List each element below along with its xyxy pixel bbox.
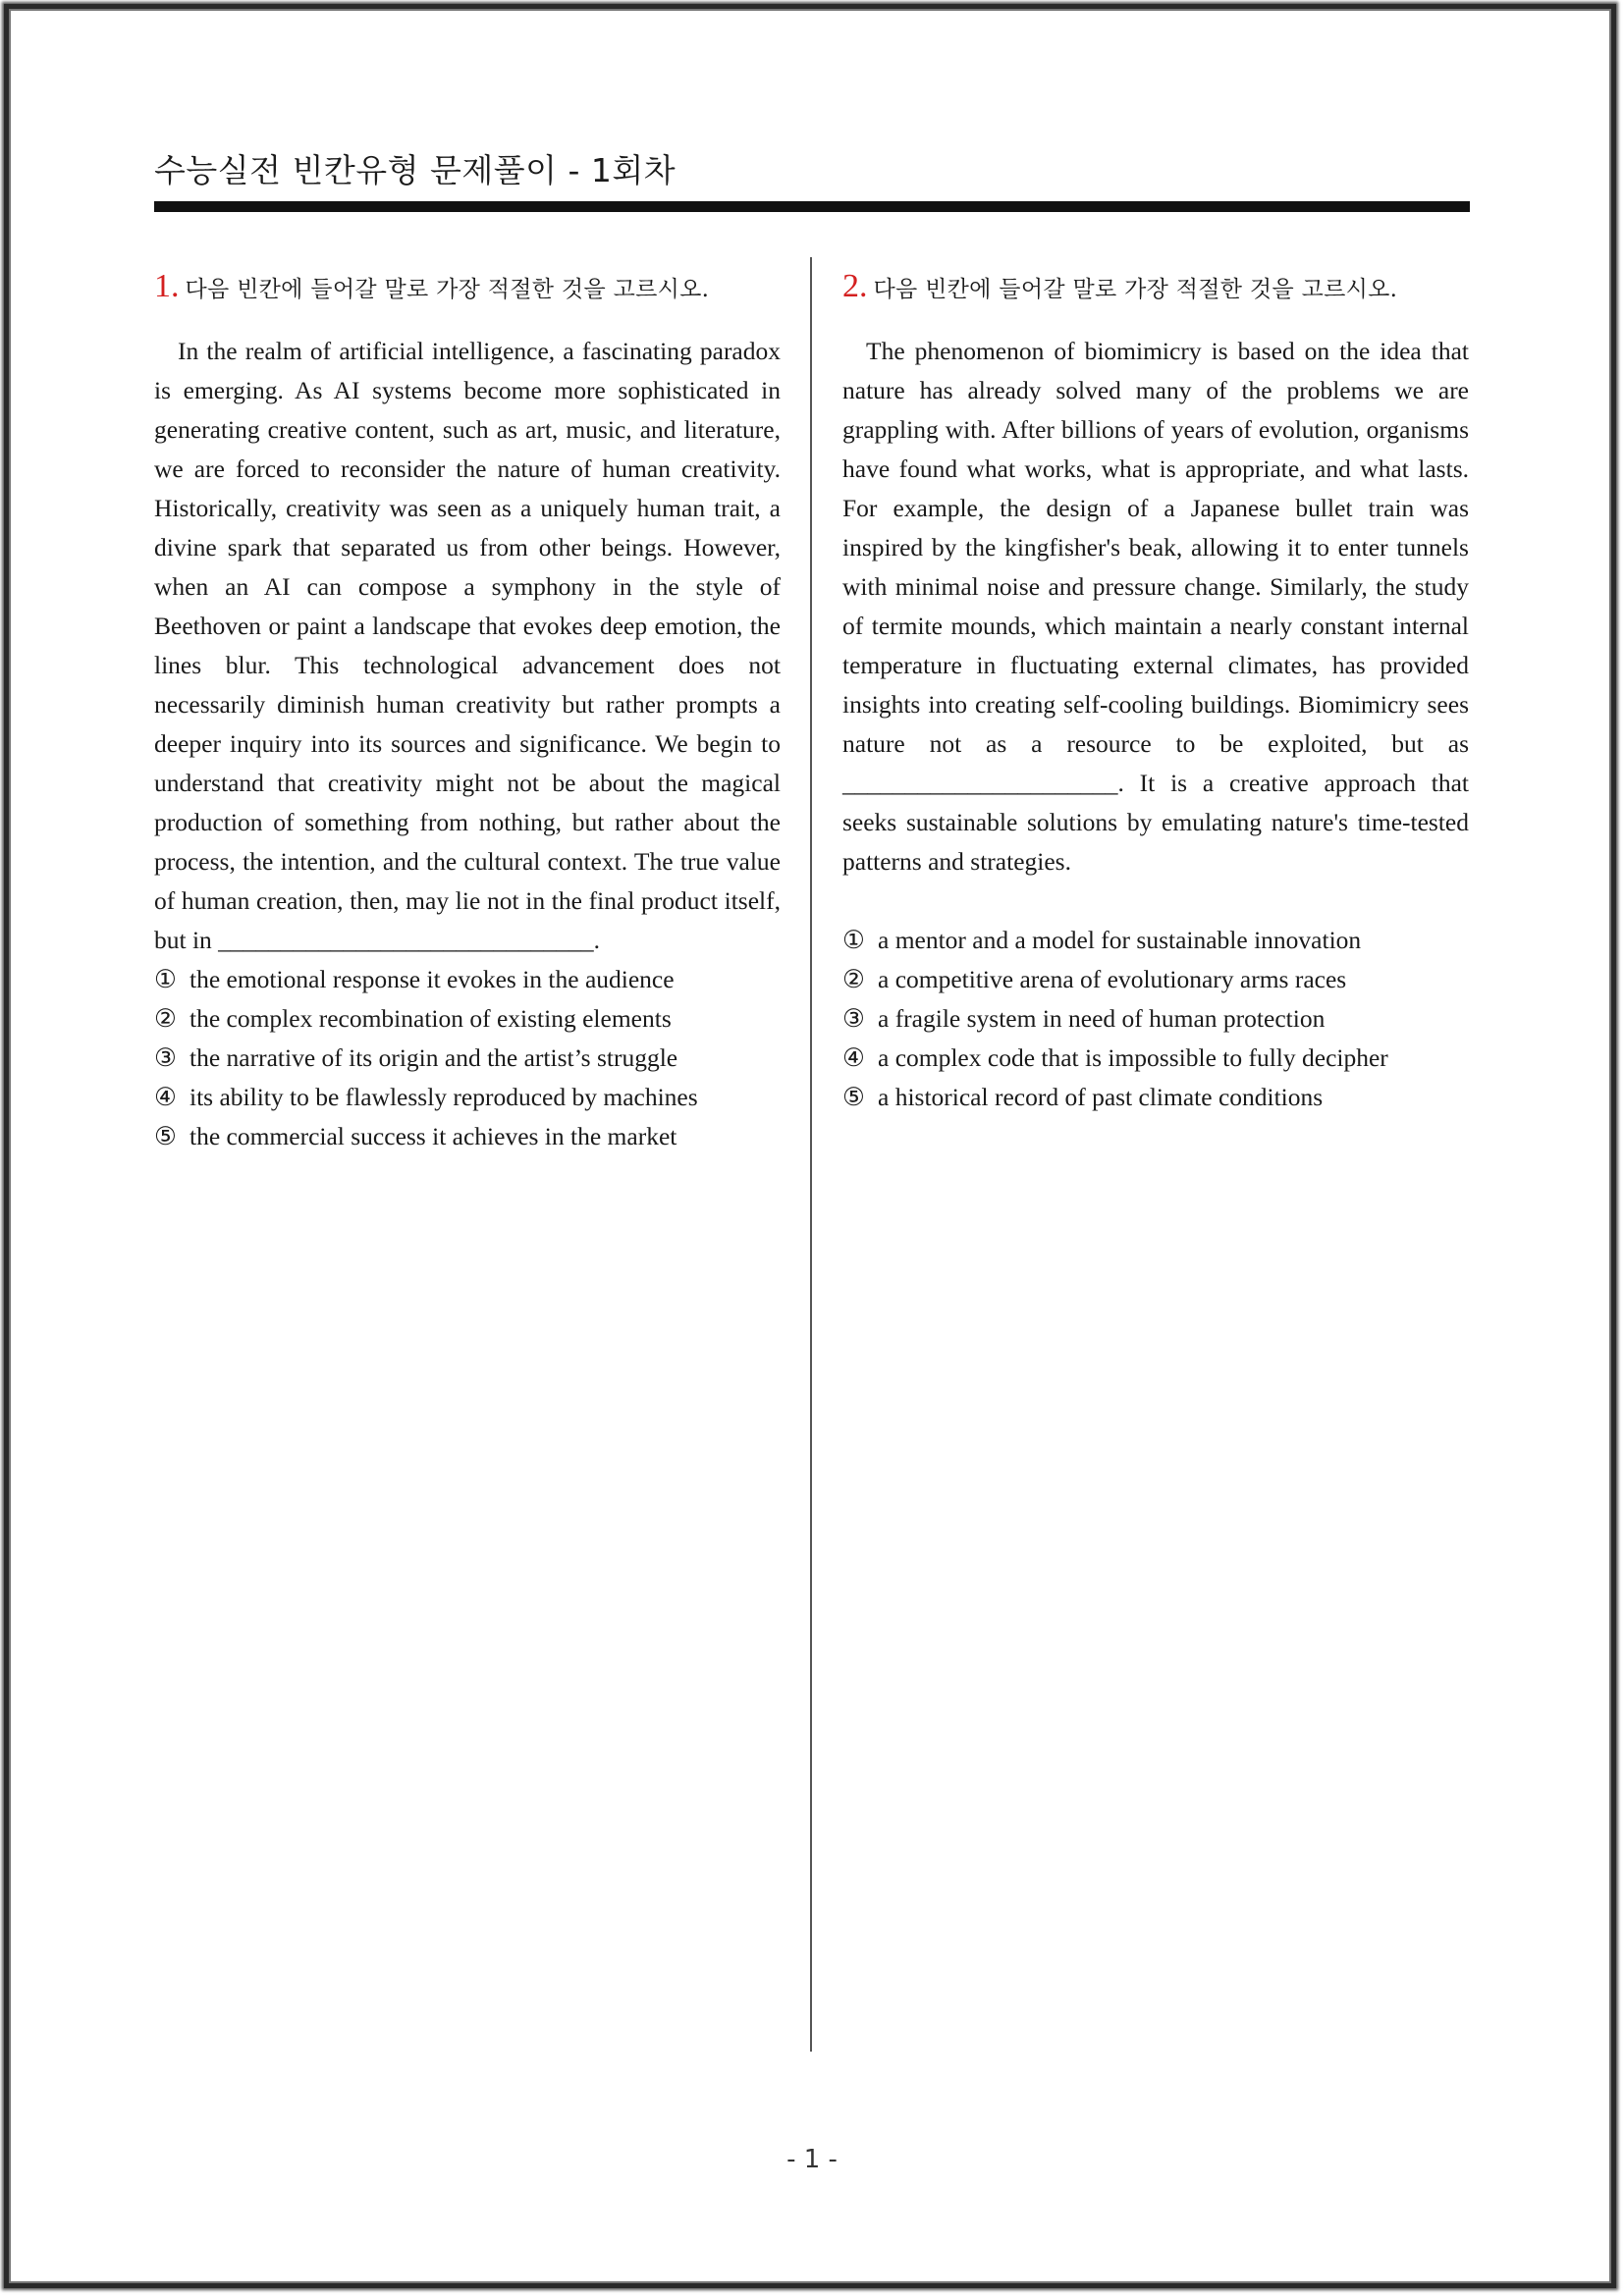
- page-title: 수능실전 빈칸유형 문제풀이 - 1회차: [154, 151, 677, 189]
- question-2-instruction: 다음 빈칸에 들어갈 말로 가장 적절한 것을 고르시오.: [873, 277, 1398, 302]
- choice-mark: ④: [154, 1083, 177, 1111]
- choice-text: its ability to be flawlessly reproduced by machines: [189, 1083, 698, 1111]
- question-2-choice-2[interactable]: [842, 960, 1469, 999]
- choice-text: a fragile system in need of human protection: [878, 1004, 1326, 1033]
- choice-mark: ⑤: [842, 1083, 865, 1111]
- choice-text: a competitive arena of evolutionary arms races: [878, 965, 1347, 993]
- column-divider: [810, 257, 812, 2052]
- choice-text: the commercial success it achieves in the market: [189, 1122, 677, 1150]
- choice-text: a mentor and a model for sustainable innovation: [878, 926, 1362, 954]
- question-1-choice-4[interactable]: [154, 1078, 781, 1117]
- question-2-choice-1[interactable]: [842, 921, 1469, 960]
- choice-mark: ③: [154, 1043, 177, 1072]
- question-1-passage: In the realm of artificial intelligence, a fascinating paradox is emerging. As AI systems become more sophisticated in generating creative content, such as art, music, and literature, we are forced to reconsider the nature of human creativity. Historically, creativity was seen as a uniquely human trait, a divine spark that separated us from other beings. However, when an AI can compose a symphony in the style of Beethoven or paint a landscape that evokes deep emotion, the lines blur. This technological advancement does not necessarily diminish human creativity but rather prompts a deeper inquiry into its sources and significance. We begin to understand that creativity might not be about the magical production of something from nothing, but rather about the process, the intention, and the cultural context. The true value of human creation, then, may lie not in the final product itself, but in ______________________________.: [154, 337, 781, 954]
- choice-mark: ⑤: [154, 1122, 177, 1150]
- choice-text: the narrative of its origin and the artist’s struggle: [189, 1043, 678, 1072]
- question-1-choice-1[interactable]: [154, 960, 781, 999]
- question-2-choice-3[interactable]: [842, 999, 1469, 1039]
- question-2-choice-5[interactable]: [842, 1078, 1469, 1117]
- choice-mark: ①: [154, 965, 177, 993]
- choice-text: a historical record of past climate conditions: [878, 1083, 1324, 1111]
- choice-mark: ①: [842, 926, 865, 954]
- question-2-number: 2.: [842, 268, 868, 304]
- question-1-choices: [154, 960, 781, 1156]
- question-1-choice-3[interactable]: [154, 1039, 781, 1078]
- question-1-choice-2[interactable]: [154, 999, 781, 1039]
- question-1-number: 1.: [154, 268, 180, 304]
- question-1-choice-5[interactable]: [154, 1117, 781, 1156]
- choice-text: a complex code that is impossible to fully decipher: [878, 1043, 1388, 1072]
- title-rule: [154, 201, 1470, 212]
- choice-mark: ④: [842, 1043, 865, 1072]
- choice-mark: ③: [842, 1004, 865, 1033]
- choice-mark: ②: [842, 965, 865, 993]
- choice-text: the emotional response it evokes in the audience: [189, 965, 675, 993]
- question-2: [842, 265, 1469, 1117]
- question-2-choice-4[interactable]: [842, 1039, 1469, 1078]
- choice-mark: ②: [154, 1004, 177, 1033]
- question-1-header: [154, 265, 781, 308]
- page-number: - 1 -: [786, 2145, 838, 2174]
- choice-text: the complex recombination of existing elements: [189, 1004, 672, 1033]
- question-2-choices: [842, 921, 1469, 1117]
- question-2-passage: The phenomenon of biomimicry is based on the idea that nature has already solved many of the problems we are grappling with. After billions of years of evolution, organisms have found what works, what is appropriate, and what lasts. For example, the design of a Japanese bullet train was inspired by the kingfisher's beak, allowing it to enter tunnels with minimal noise and pressure change. Similarly, the study of termite mounds, which maintain a nearly constant internal temperature in fluctuating external climates, has provided insights into creating self-cooling buildings. Biomimicry sees nature not as a resource to be exploited, but as ______________________. It is a creative approach that seeks sustainable solutions by emulating nature's time-tested patterns and strategies.: [842, 337, 1469, 876]
- question-1-instruction: 다음 빈칸에 들어갈 말로 가장 적절한 것을 고르시오.: [185, 277, 710, 302]
- question-2-header: [842, 265, 1469, 308]
- question-1: [154, 265, 781, 1156]
